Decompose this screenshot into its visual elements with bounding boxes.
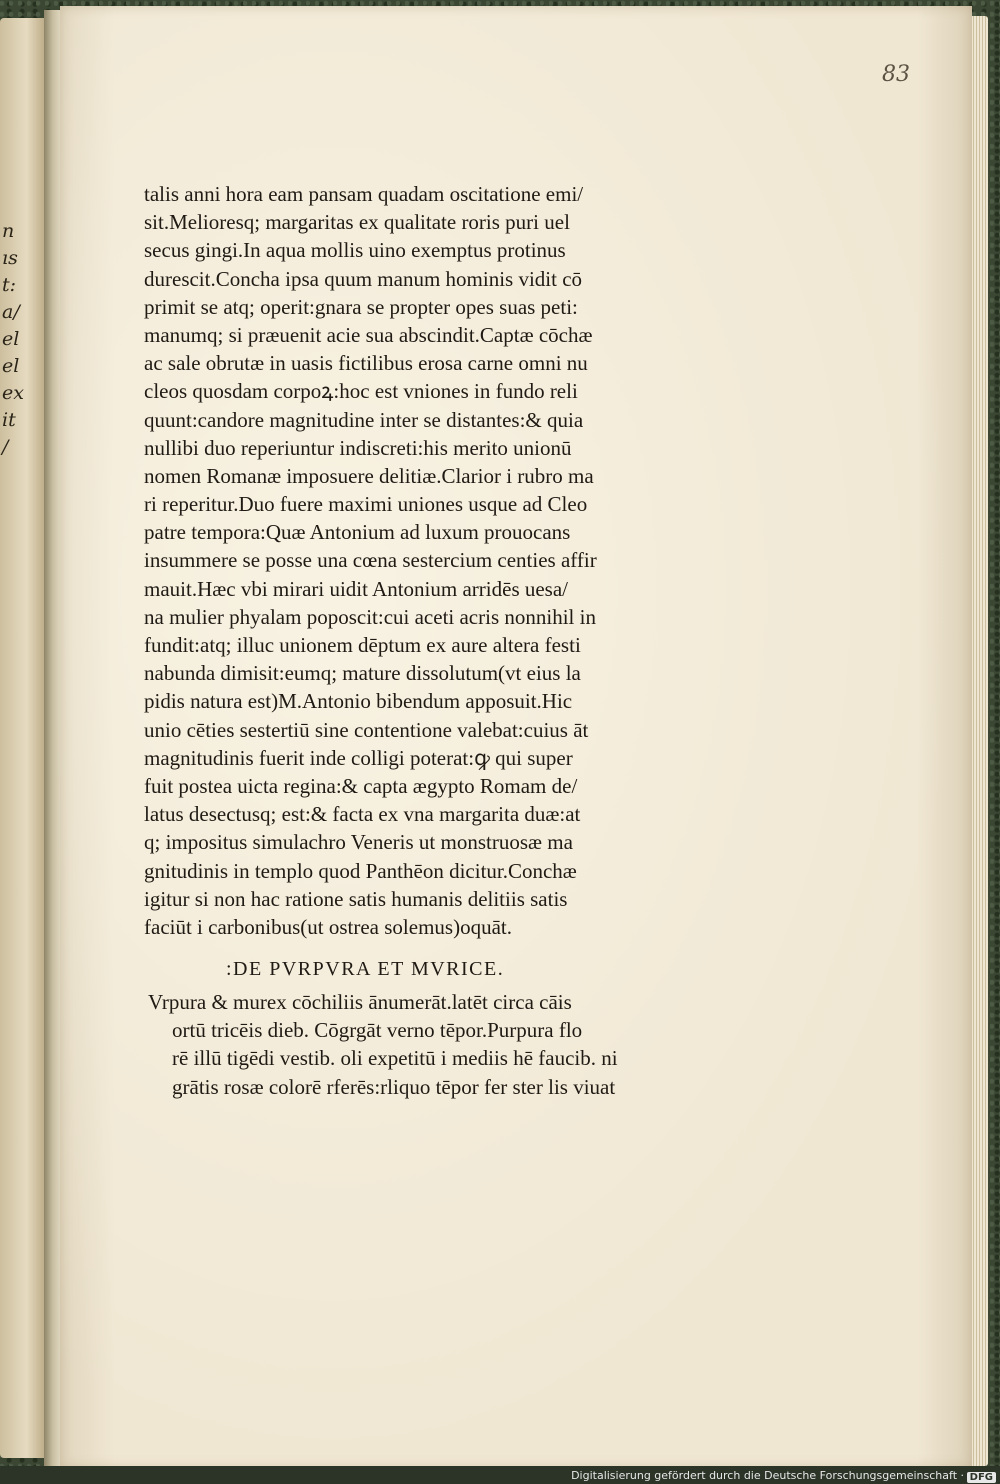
text-line: magnitudinis fuerit inde colligi poterat:ꝙ qui super (144, 745, 573, 770)
section-text-block (148, 988, 668, 1101)
left-fragment (2, 461, 42, 488)
text-line: na mulier phyalam poposcit:cui aceti acris nonnihil in (144, 604, 596, 629)
section-text-line: Vrpura & murex cōchiliis ānumerāt.latēt circa cāis (148, 990, 572, 1014)
text-line: fuit postea uicta regina:& capta ægypto Romam de/ (144, 773, 578, 798)
text-line: unio cēties sestertiū sine contentione valebat:cuius āt (144, 717, 589, 742)
text-line: igitur si non hac ratione satis humanis delitiis satis (144, 886, 568, 911)
text-line: patre tempora:Quæ Antonium ad luxum prouocans (144, 520, 571, 545)
text-line: q; impositus simulachro Veneris ut monstruosæ ma (144, 830, 573, 855)
text-line: sit.Melioresq; margaritas ex qualitate roris puri uel (144, 210, 570, 235)
left-fragment: el (2, 355, 20, 377)
text-line: durescit.Concha ipsa quum manum hominis vidit cō (144, 266, 583, 291)
left-fragment: a/ (2, 301, 20, 323)
left-fragment: el (2, 328, 20, 350)
section-text-line: grātis rosæ colorē rferēs:rliquo tēpor fer ster lis viuat (172, 1074, 616, 1099)
left-fragment: t: (2, 274, 17, 296)
footer-credit: Digitalisierung gefördert durch die Deutsche Forschungsgemeinschaft · (571, 1469, 964, 1482)
text-line: nullibi duo reperiuntur indiscreti:his merito unionū (144, 435, 572, 460)
left-fragment: n (2, 220, 15, 242)
body-text-block (144, 180, 664, 941)
left-page-text-fragments (2, 218, 42, 488)
folio-number: 83 (882, 62, 910, 87)
text-line: manumq; si præuenit acie sua abscindit.Captæ cōchæ (144, 322, 593, 347)
text-line: quunt:candore magnitudine inter se distantes:& quia (144, 407, 584, 432)
left-page-edge (0, 18, 44, 1458)
text-line: gnitudinis in templo quod Panthēon dicitur.Conchæ (144, 858, 577, 883)
left-fragment: it (2, 409, 16, 431)
text-line: latus desectusq; est:& facta ex vna margarita duæ:at (144, 802, 581, 827)
dfg-logo: DFG (967, 1472, 996, 1483)
text-line: pidis natura est)M.Antonio bibendum apposuit.Hic (144, 689, 573, 714)
text-line: fundit:atq; illuc unionem dēptum ex aure altera festi (144, 633, 581, 657)
section-text-line: ortū tricēis dieb. Cōgrgāt verno tēpor.Purpura flo (172, 1018, 583, 1043)
text-line: cleos quosdam corpoꝝ:hoc est vniones in fundo reli (144, 379, 578, 404)
section-heading: :DE PVRPVRA ET MVRICE. (226, 958, 505, 980)
text-line: primit se atq; operit:gnara se propter opes suas peti: (144, 294, 578, 319)
text-line: secus gingi.In aqua mollis uino exemptus protinus (144, 238, 566, 263)
left-fragment: ex (2, 382, 24, 404)
text-line: ac sale obrutæ in uasis fictilibus erosa carne omni nu (144, 351, 588, 376)
text-line: nomen Romanæ imposuere delitiæ.Clarior i rubro ma (144, 463, 594, 488)
text-line: talis anni hora eam pansam quadam oscitatione emi/ (144, 182, 584, 206)
text-line: ri reperitur.Duo fuere maximi uniones usque ad Cleo (144, 492, 588, 517)
text-line: faciūt i carbonibus(ut ostrea solemus)oquāt. (144, 914, 512, 939)
text-line: mauit.Hæc vbi mirari uidit Antonium arridēs uesa/ (144, 576, 569, 601)
text-line: insummere se posse una cœna sestercium centies affir (144, 548, 597, 573)
left-fragment: / (2, 436, 9, 458)
text-line: nabunda dimisit:eumq; mature dissolutum(vt eius la (144, 661, 581, 686)
left-fragment: ıs (2, 247, 18, 269)
section-text-line: rē illū tigēdi vestib. oli expetitū i mediis hē faucib. ni (172, 1046, 618, 1071)
